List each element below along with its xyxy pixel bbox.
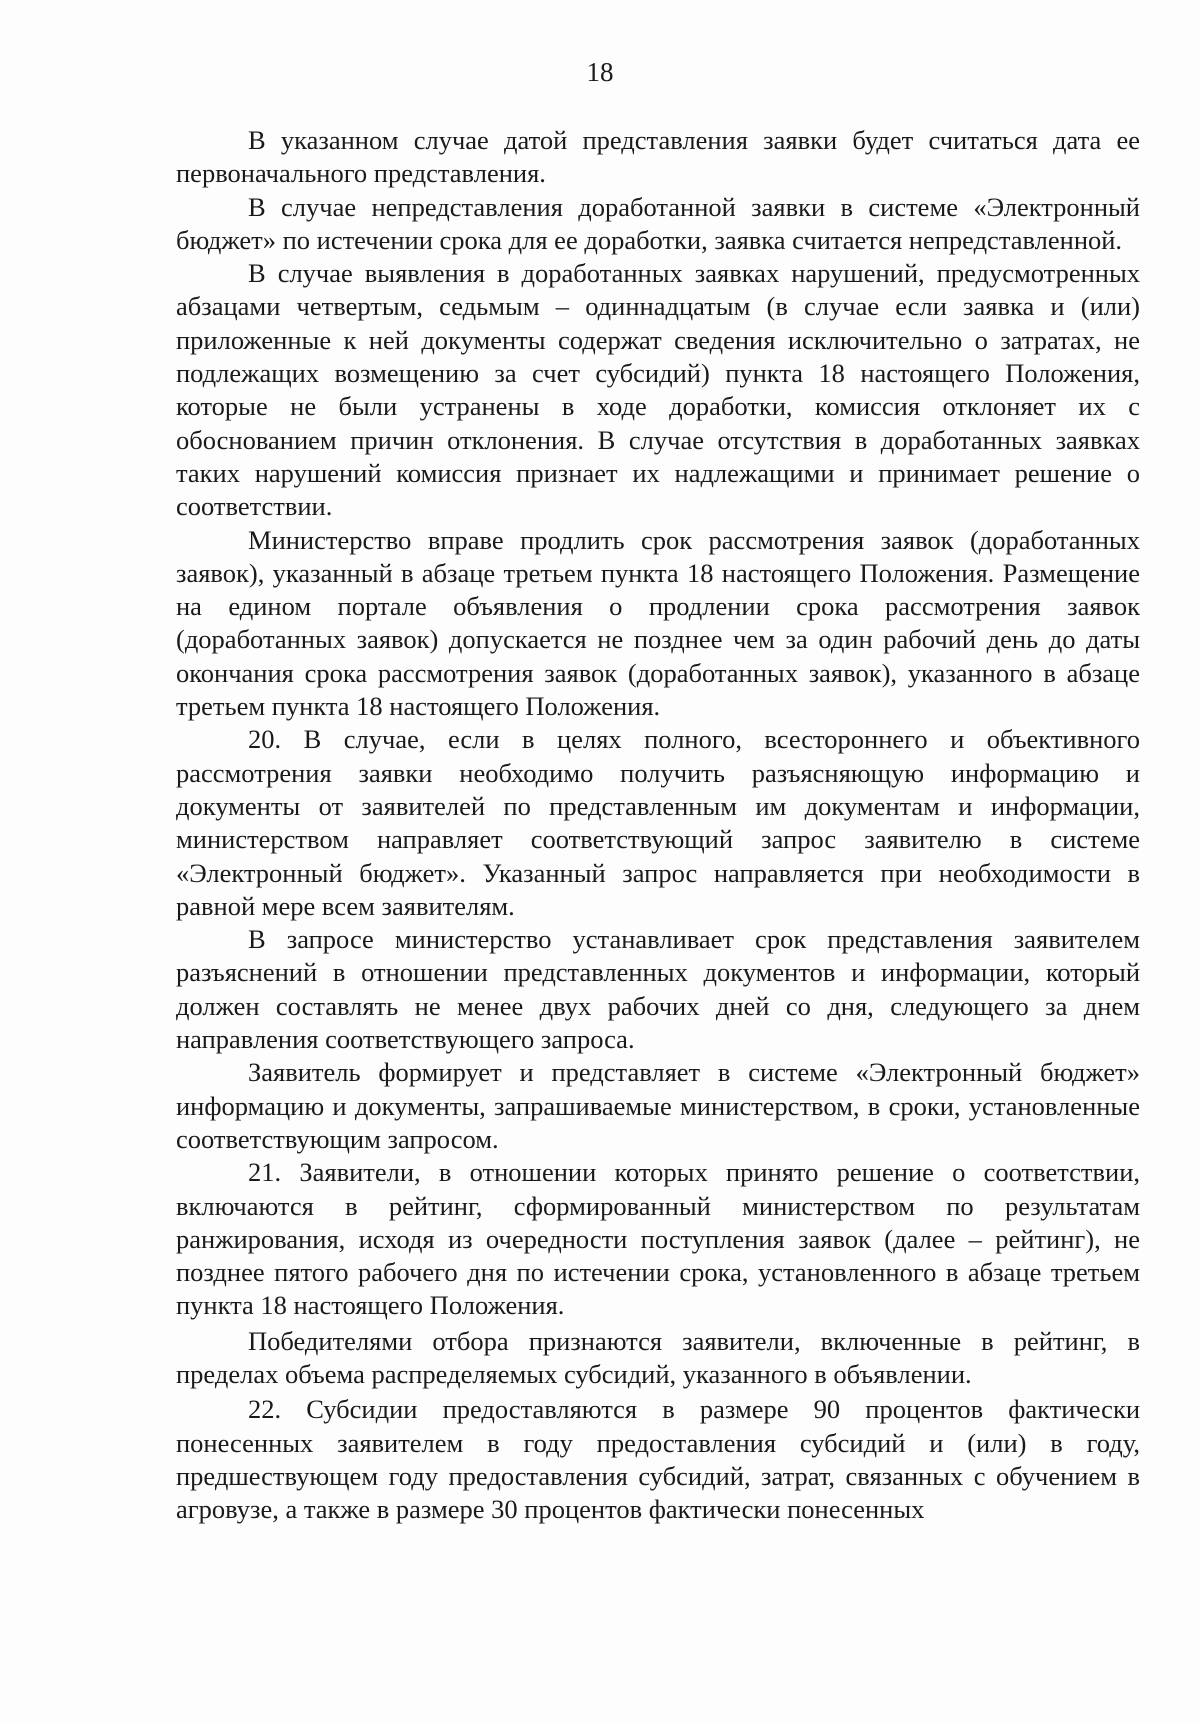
paragraph: В указанном случае датой представления заявки будет считаться дата ее первоначального представления. [176,125,1140,189]
paragraph: В случае выявления в доработанных заявках нарушений, предусмотренных абзацами четвертым, седьмым – одиннадцатым (в случае если заявка и (или) приложенные к ней документы содержат сведения исключительно о затратах, не подлежащих возмещению за счет субсидий) пункта 18 настоящего Положения, которые не были устранены в ходе доработки, комиссия отклоняет их с обоснованием причин отклонения. В случае отсутствия в доработанных заявках таких нарушений комиссия признает их надлежащими и принимает решение о соответствии. [176,258,1140,522]
paragraph: В запросе министерство устанавливает срок представления заявителем разъяснений в отношении представленных документов и информации, который должен составлять не менее двух рабочих дней со дня, следующего за днем направления соответствующего запроса. [176,924,1140,1055]
paragraph: 21. Заявители, в отношении которых принято решение о соответствии, включаются в рейтинг, сформированный министерством по результатам ранжирования, исходя из очередности поступления заявок (далее – рейтинг), не позднее пятого рабочего дня по истечении срока, установленного в абзаце третьем пункта 18 настоящего Положения. [176,1157,1140,1321]
paragraph: Победителями отбора признаются заявители, включенные в рейтинг, в пределах объема распределяемых субсидий, указанного в объявлении. [176,1325,1140,1389]
document-body [176,124,1140,1526]
paragraph: 22. Субсидии предоставляются в размере 90 процентов фактически понесенных заявителем в году предоставления субсидий и (или) в году, предшествующем году предоставления субсидий, затрат, связанных с обучением в агровузе, а также в размере 30 процентов фактически понесенных [176,1394,1140,1525]
paragraph: Министерство вправе продлить срок рассмотрения заявок (доработанных заявок), указанный в абзаце третьем пункта 18 настоящего Положения. Размещение на едином портале объявления о продлении срока рассмотрения заявок (доработанных заявок) допускается не позднее чем за один рабочий день до даты окончания срока рассмотрения заявок (доработанных заявок), указанного в абзаце третьем пункта 18 настоящего Положения. [176,524,1140,722]
paragraph: Заявитель формирует и представляет в системе «Электронный бюджет» информацию и документы, запрашиваемые министерством, в сроки, установленные соответствующим запросом. [176,1057,1140,1154]
page-number: 18 [586,57,614,87]
paragraph: В случае непредставления доработанной заявки в системе «Электронный бюджет» по истечении срока для ее доработки, заявка считается непредставленной. [176,191,1140,255]
paragraph: 20. В случае, если в целях полного, всестороннего и объективного рассмотрения заявки необходимо получить разъясняющую информацию и документы от заявителей по представленным им документам и информации, министерством направляет соответствующий запрос заявителю в системе «Электронный бюджет». Указанный запрос направляется при необходимости в равной мере всем заявителям. [176,724,1140,921]
